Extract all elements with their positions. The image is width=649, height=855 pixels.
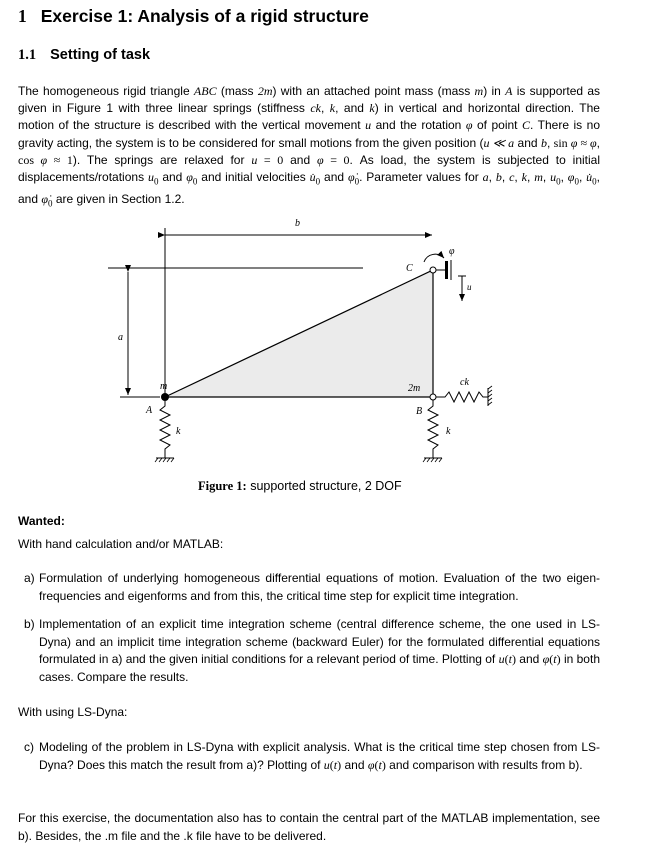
math-symbol: φ — [465, 118, 473, 133]
section-number: 1 — [18, 6, 27, 26]
math-subscript: 0 — [354, 176, 360, 187]
math-symbol: k — [369, 101, 375, 116]
roller-wall — [445, 261, 448, 279]
item-label: a) — [24, 571, 35, 585]
math-symbol: A — [505, 84, 513, 98]
math-symbol: t — [508, 652, 512, 666]
math-symbol: φ — [367, 757, 375, 772]
math-symbol: C — [522, 118, 531, 133]
math-symbol: 2m — [257, 84, 273, 98]
math-symbol: φ̇ — [347, 170, 355, 185]
label-B: B — [416, 406, 423, 417]
math-symbol: t — [333, 757, 338, 772]
math-subscript: 0 — [192, 176, 198, 187]
math-symbol: ≈ 1 — [47, 152, 73, 167]
math-symbol: ( — [549, 652, 554, 666]
math-symbol: b — [495, 170, 502, 185]
math-symbol: u ≪ a — [483, 135, 515, 150]
math-symbol: ( — [504, 652, 509, 666]
math-subscript: 0 — [592, 176, 597, 187]
math-symbol: u̇ — [586, 170, 593, 185]
spring-right — [428, 400, 438, 458]
task-item-b — [24, 616, 600, 686]
intro-paragraph: The homogeneous rigid triangle ABC (mass 2m) with an attached point mass (mass m) in A is supported as given in Figure 1 with three linear springs (stiffness ck, k, and k) in vertical and horizontal direction. The motion of the structure is described with the vertical movement u and the rotation φ of point C. There is no gravity acting, the system is to be considered for small motions from the given position (u ≪ a and b, sin φ ≈ φ, cos φ ≈ 1). The springs are relaxed for u = 0 and φ = 0. As load, the system is subjected to initial displacements/rotations $u_0$ and $\varphi_0$ and initial velocities $u̇_0$ and $\varphi̇_0$. Parameter values for a, b, c, k, m, $u_0$, $\varphi_0$, $u̇_0$, and $\varphi̇_0$ are given in Section 1.2. — [18, 84, 601, 208]
math-symbol: ) — [511, 652, 516, 666]
point-mass-a — [161, 393, 169, 401]
math-symbol: ABC — [193, 84, 217, 98]
math-symbol: cos — [18, 152, 41, 167]
math-subscript: 0 — [153, 176, 159, 187]
label-u: u — [467, 282, 472, 292]
math-symbol: ) — [337, 757, 342, 772]
math-symbol: u — [147, 170, 154, 185]
math-symbol: k — [521, 170, 527, 185]
task-item-a — [24, 570, 600, 605]
spring-left — [160, 401, 170, 458]
math-symbol: φ — [317, 152, 324, 167]
ground-right-hatch — [423, 458, 442, 462]
joint-c — [430, 267, 436, 273]
subsection-title: Setting of task — [50, 47, 151, 63]
closing-paragraph: For this exercise, the documentation also has to contain the central part of the MATLAB implementation, see b). Besides, the .m file and the .k file have to be delivered. — [18, 811, 600, 843]
hand-calc-heading: With hand calculation and/or MATLAB: — [18, 537, 224, 551]
label-k-left: k — [176, 426, 181, 437]
item-text: Formulation of underlying homogeneous differential equations of motion. Evaluation of the two eigen-frequencies and eigenforms and from this, the critical time step for explicit time integration. — [39, 571, 600, 603]
math-symbol: φ — [40, 152, 48, 167]
wanted-heading: Wanted: — [18, 514, 65, 528]
math-subscript: 0 — [556, 176, 561, 187]
item-text: Implementation of an explicit time integration scheme (central difference scheme, the one used in LS-Dyna) and an implicit time integration scheme (backward Euler) for the formulated differential equations formulated in a) and the given initial conditions for a relevant period of time. Plotting of u(t) and φ(t) in both cases. Compare the results. — [39, 617, 600, 684]
label-A: A — [146, 405, 153, 416]
label-phi: φ — [449, 246, 455, 257]
wall-ck-hatch — [488, 386, 492, 405]
math-symbol: m — [474, 84, 484, 98]
label-ck: ck — [460, 377, 469, 388]
math-symbol: u — [365, 118, 372, 133]
item-text: Modeling of the problem in LS-Dyna with explicit analysis. What is the critical time step chosen from LS-Dyna? Does this match the result from a)? Plotting of u(t) and φ(t) and comparison with results from b). — [39, 740, 600, 772]
math-symbol: u — [251, 152, 258, 167]
label-a: a — [118, 332, 123, 343]
math-symbol: = 0 — [323, 152, 350, 167]
math-symbol: t — [553, 652, 557, 666]
section-title: Exercise 1: Analysis of a rigid structure — [40, 6, 369, 26]
math-symbol: φ — [186, 170, 193, 185]
math-symbol: u — [498, 652, 505, 666]
math-symbol: φ — [542, 652, 550, 666]
math-subscript: 0 — [574, 176, 579, 187]
math-symbol: = 0 — [257, 152, 284, 167]
math-symbol: ( — [329, 757, 334, 772]
joint-b — [430, 394, 436, 400]
math-symbol: k — [329, 101, 336, 116]
spring-ck — [436, 392, 488, 402]
math-symbol: u̇ — [309, 170, 316, 185]
math-symbol: b — [540, 135, 547, 150]
caption-label: Figure 1: — [198, 479, 247, 493]
math-symbol: φ̇ — [41, 191, 48, 206]
label-k-right: k — [446, 426, 451, 437]
math-symbol: m — [534, 170, 543, 185]
math-symbol: φ ≈ φ — [570, 135, 597, 150]
figure-caption — [198, 479, 402, 494]
math-symbol: c — [509, 170, 515, 185]
task-item-c — [24, 739, 600, 774]
math-symbol: ck — [310, 101, 321, 116]
math-symbol: sin — [553, 135, 571, 150]
math-symbol: φ — [567, 170, 575, 185]
ground-left-hatch — [155, 458, 174, 462]
math-symbol: ) — [381, 757, 386, 772]
rigid-triangle — [165, 270, 433, 397]
math-symbol: a — [482, 170, 489, 185]
math-subscript: 0 — [48, 198, 53, 208]
label-2m: 2m — [408, 383, 421, 394]
label-b: b — [295, 218, 300, 229]
label-C: C — [406, 263, 413, 274]
math-symbol: ( — [374, 757, 379, 772]
label-m: m — [160, 381, 168, 392]
item-label: c) — [24, 740, 34, 754]
math-subscript: 0 — [315, 176, 321, 187]
lsdyna-heading: With using LS-Dyna: — [18, 705, 128, 719]
item-label: b) — [24, 617, 35, 631]
rotation-arrow-phi — [424, 254, 444, 262]
math-symbol: t — [378, 757, 382, 772]
math-symbol: u — [550, 170, 557, 185]
math-symbol: u — [323, 757, 330, 772]
caption-text: supported structure, 2 DOF — [250, 479, 402, 493]
math-symbol: ) — [556, 652, 561, 666]
subsection-number: 1.1 — [18, 47, 37, 63]
